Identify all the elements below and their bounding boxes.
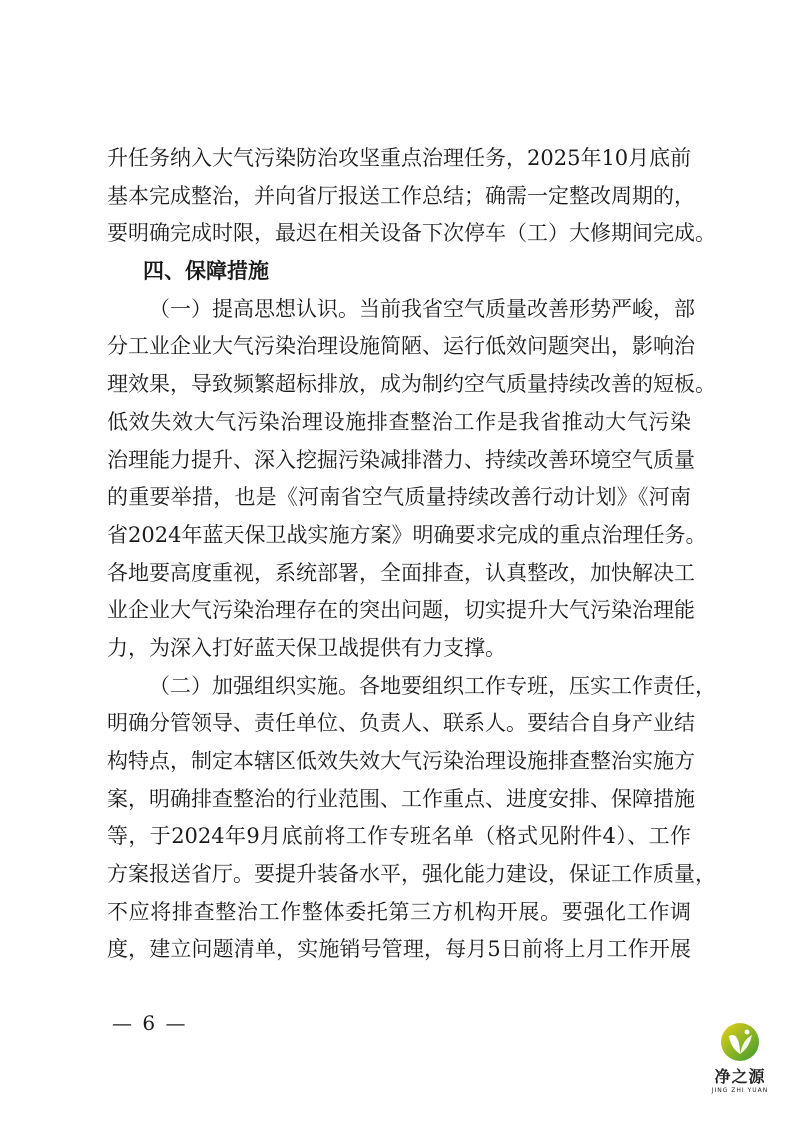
text-line: 治理能力提升、深入挖掘污染减排潜力、持续改善环境空气质量 [107,447,695,472]
text-line: 省2024年蓝天保卫战实施方案》明确要求完成的重点治理任务。 [107,522,707,547]
logo-name-cn: 净之源 [714,1067,766,1086]
text-line: 等，于2024年9月底前将工作专班名单（格式见附件4）、工作 [107,824,691,849]
text-line: 明确分管领导、责任单位、负责人、联系人。要结合自身产业结 [107,711,695,736]
text-line: 基本完成整治，并向省厅报送工作总结；确需一定整改周期的， [107,183,695,208]
text-line: 要明确完成时限，最迟在相关设备下次停车（工）大修期间完成。 [107,221,716,246]
leaf-logo-icon [720,1022,760,1062]
logo-name-en: JING ZHI YUAN [711,1087,769,1094]
text-line: （一）提高思想认识。当前我省空气质量改善形势严峻，部 [149,296,695,321]
text-line: 方案报送省厅。要提升装备水平，强化能力建设，保证工作质量， [107,862,716,887]
document-body [107,140,716,969]
text-line: 构特点，制定本辖区低效失效大气污染治理设施排查整治实施方 [107,749,695,773]
text-line: 升任务纳入大气污染防治攻坚重点治理任务，2025年10月底前 [107,146,692,170]
text-line: 分工业企业大气污染治理设施简陋、运行低效问题突出，影响治 [107,334,695,359]
watermark-logo [700,1022,780,1094]
section-heading: 四、保障措施 [143,259,269,284]
text-line: 不应将排查整治工作整体委托第三方机构开展。要强化工作调 [107,899,691,924]
text-line: 度，建立问题清单，实施销号管理，每月5日前将上月工作开展 [107,937,691,962]
text-line: 案，明确排查整治的行业范围、工作重点、进度安排、保障措施 [107,786,695,811]
text-line: （二）加强组织实施。各地要组织工作专班，压实工作责任， [149,673,716,698]
text-line: 业企业大气污染治理存在的突出问题，切实提升大气污染治理能 [107,598,695,623]
text-line: 力，为深入打好蓝天保卫战提供有力支撑。 [107,635,506,660]
text-line: 理效果，导致频繁超标排放，成为制约空气质量持续改善的短板。 [107,372,716,397]
text-line: 的重要举措，也是《河南省空气质量持续改善行动计划》《河南 [107,485,691,510]
text-line: 低效失效大气污染治理设施排查整治工作是我省推动大气污染 [107,409,691,434]
page-number: — 6 — [112,1011,188,1035]
text-line: 各地要高度重视，系统部署，全面排查，认真整改，加快解决工 [107,560,695,585]
